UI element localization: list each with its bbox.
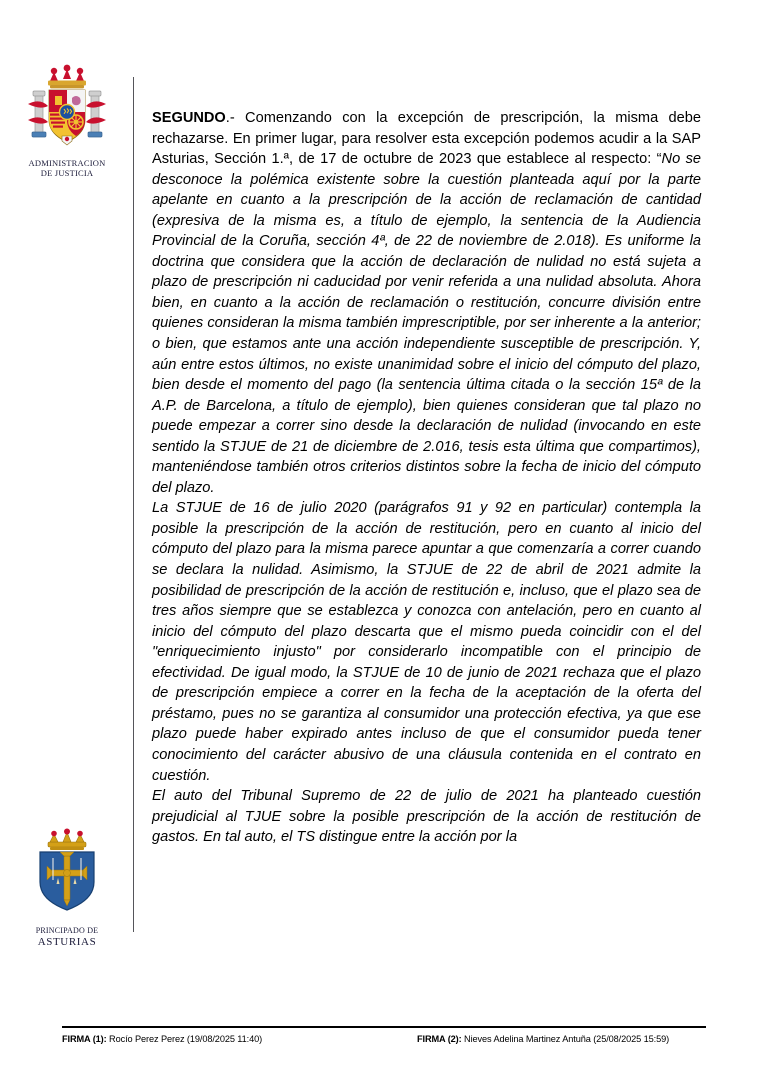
signature-2 (417, 1034, 669, 1044)
paragraph-stjue-jurisprudence: La STJUE de 16 de julio 2020 (parágrafos 91 y 92 en particular) contempla la posible la prescripción de la acción de restitución, pero en cuanto al inicio del cómputo del plazo para la misma parece apuntar a que comenzaría a correr cuando se declara la nulidad. Asimismo, la STJUE de 22 de abril de 2021 admite la posibilidad de prescripción de la acción de restitución e, incluso, que el plazo sea de tres años siempre que se establezca y conozca con antelación, pero en cuanto al inicio del cómputo del plazo descarta que el mismo pueda coincidir con el del "enriquecimiento injusto" por considerarlo incompatible con el principio de efectividad. De igual modo, la STJUE de 10 de junio de 2021 rechaza que el plazo de prescripción empiece a correr en la fecha de la aceptación de la oferta del préstamo, pues no se garantiza al consumidor una protección efectiva, ya que ese plazo puede haber expirado antes incluso de que el consumidor pueda tener conocimiento del carácter abusivo de una cláusula contenida en el contrato en cuestión. (152, 500, 701, 784)
page-footer (62, 1026, 706, 1044)
heading-segundo: SEGUNDO (152, 110, 226, 126)
spain-coat-of-arms-icon (0, 62, 134, 159)
paragraph-segundo (152, 108, 701, 498)
signature-1-label: FIRMA (1): (62, 1033, 107, 1044)
signature-1-value: Rocío Perez Perez (19/08/2025 11:40) (109, 1033, 263, 1044)
signature-1 (62, 1034, 417, 1044)
administracion-de-justicia-caption (0, 159, 134, 178)
footer-divider (62, 1026, 706, 1028)
signature-2-value: Nieves Adelina Martinez Antuña (25/08/2025 15:59) (464, 1033, 670, 1044)
signature-2-label: FIRMA (2): (417, 1033, 462, 1044)
emblem-caption-line1: ADMINISTRACION (28, 158, 106, 168)
paragraph-tribunal-supremo: El auto del Tribunal Supremo de 22 de julio de 2021 ha planteado cuestión prejudicial al TJUE sobre la posible prescripción de la acción de restitución de gastos. En tal auto, el TS distingue entre la acción por la (152, 788, 701, 846)
asturias-caption-line1: PRINCIPADO DE (35, 926, 99, 935)
principado-de-asturias-emblem (0, 828, 134, 948)
asturias-caption-line2: ASTURIAS (37, 935, 97, 948)
margin-vertical-rule (133, 77, 134, 932)
signature-row (62, 1034, 706, 1044)
principado-de-asturias-caption (0, 927, 134, 948)
left-margin-column (0, 0, 134, 1086)
paragraph-segundo-roman: .- Comenzando con la excepción de prescripción, la misma debe rechazarse. En primer lugar, para resolver esta excepción podemos acudir a la SAP Asturias, Sección 1.ª, de 17 de octubre de 2023 que establece al respecto: “ (152, 110, 701, 168)
asturias-coat-of-arms-icon (0, 828, 134, 927)
paragraph-segundo-quote: No se desconoce la polémica existente sobre la cuestión planteada aquí por la parte apelante en cuanto a la prescripción de la acción de reclamación de cantidad (expresiva de la misma es, a título de ejemplo, la sentencia de la Audiencia Provincial de la Coruña, sección 4ª, de 22 de noviembre de 2.018). Es uniforme la doctrina que considera que la acción de declaración de nulidad no está sujeta a plazo de prescripción ni caducidad por venir referida a una nulidad absoluta. Ahora bien, en cuanto a la acción de reclamación o restitución, concurre división entre quienes consideran la misma también imprescriptible, por ser inherente a la anterior; o bien, que estamos ante una acción independiente susceptible de prescripción. Y, aún entre estos últimos, no existe unanimidad sobre el inicio del cómputo del plazo, bien desde el momento del pago (la sentencia última citada o la sección 15ª de la A.P. de Barcelona, a título de ejemplo), bien quienes consideran que tal plazo no puede empezar a correr sino desde la declaración de nulidad (invocando en este sentido la STJUE de 21 de diciembre de 2.016, tesis esta última que compartimos), manteniéndose también otros criterios distintos sobre la fecha de inicio del cómputo del plazo. (152, 151, 702, 496)
emblem-caption-line2: DE JUSTICIA (40, 167, 94, 178)
document-body (152, 108, 701, 848)
administracion-de-justicia-emblem (0, 62, 134, 178)
